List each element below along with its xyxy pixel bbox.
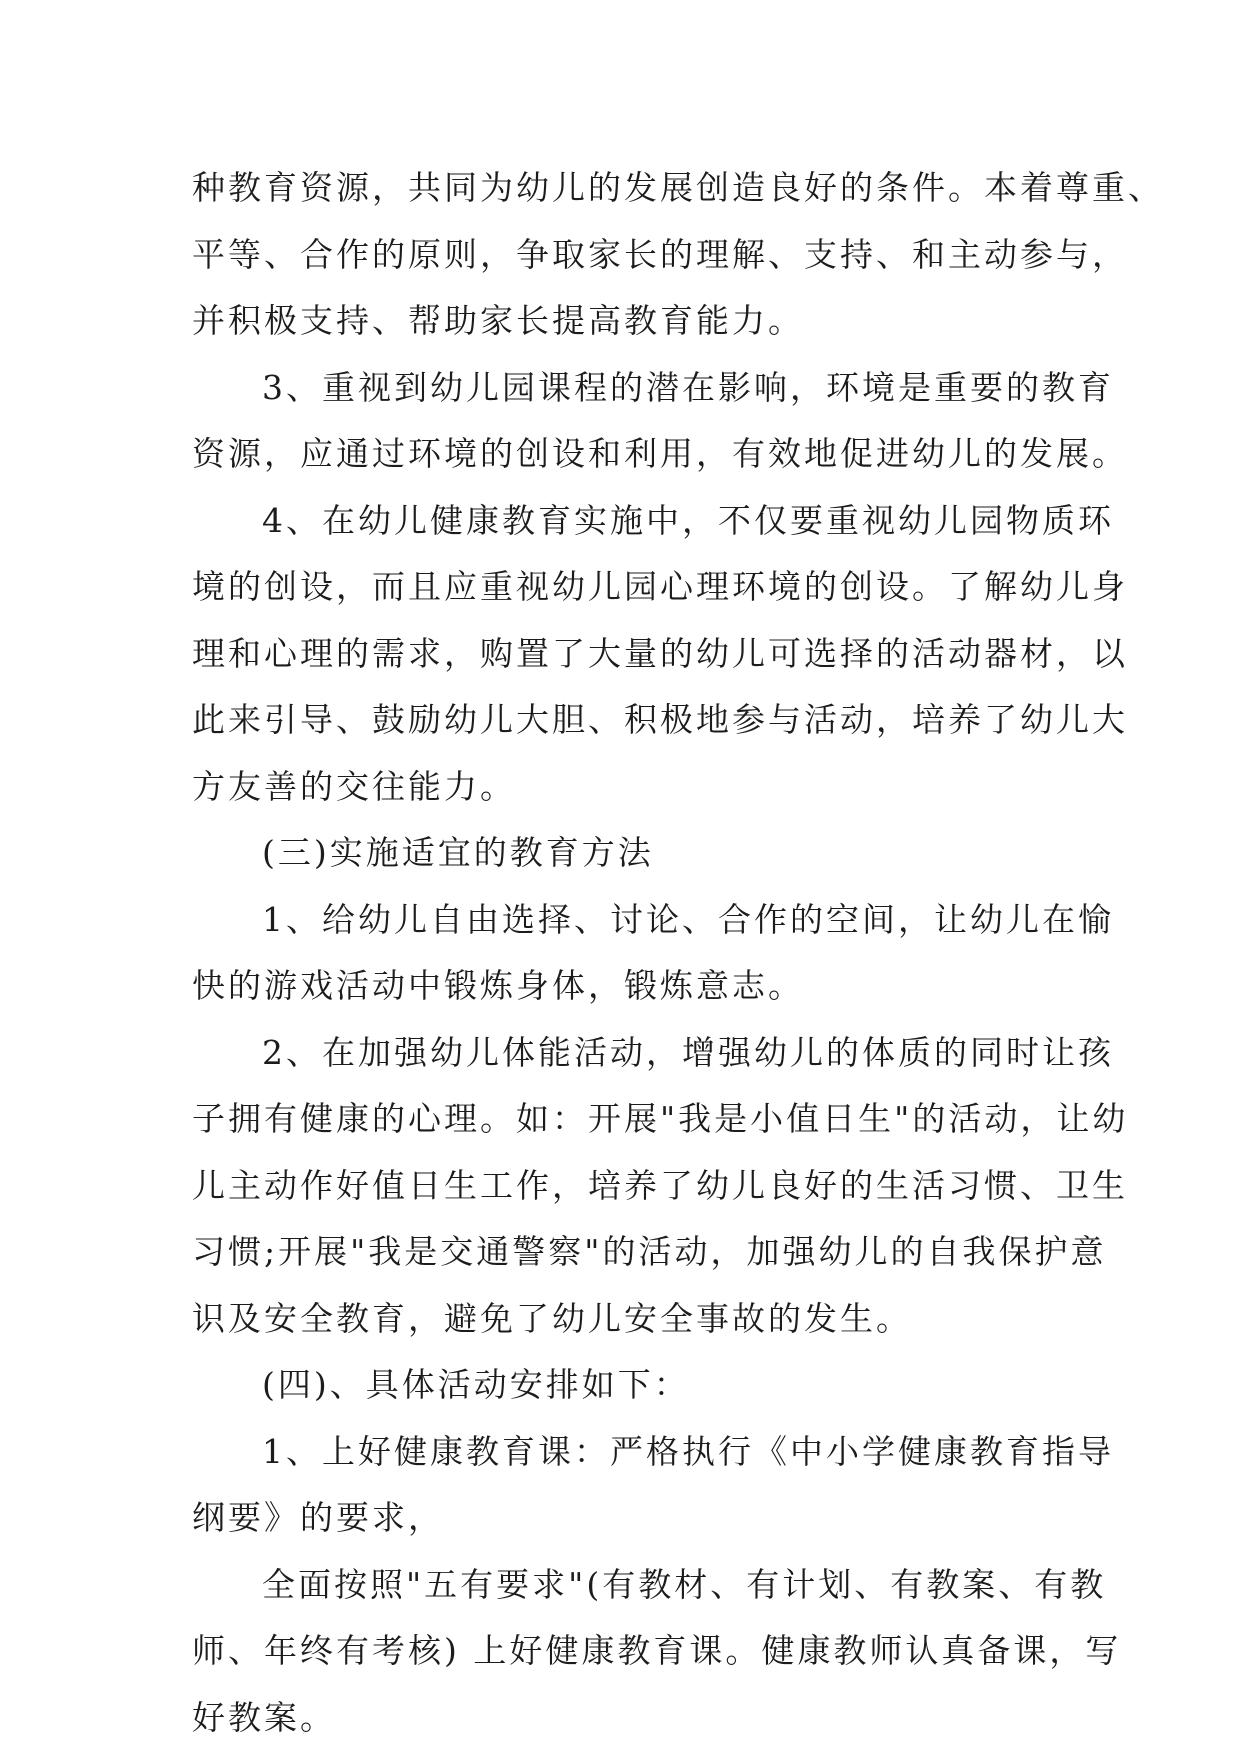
text-line: 纲要》的要求， <box>192 1498 444 1537</box>
text-line: 此来引导、鼓励幼儿大胆、积极地参与活动，培养了幼儿大 <box>192 700 1128 739</box>
text-line: 1、上好健康教育课：严格执行《中小学健康教育指导 <box>262 1431 1114 1471</box>
text-line: 资源，应通过环境的创设和利用，有效地促进幼儿的发展。 <box>192 434 1128 473</box>
text-line: 境的创设，而且应重视幼儿园心理环境的创设。了解幼儿身 <box>192 567 1128 606</box>
text-line: 并积极支持、帮助家长提高教育能力。 <box>192 301 804 340</box>
text-line: 习惯;开展"我是交通警察"的活动，加强幼儿的自我保护意 <box>192 1232 1107 1271</box>
text-line: 快的游戏活动中锻炼身体，锻炼意志。 <box>192 966 804 1005</box>
body-text <box>192 155 1164 1751</box>
text-line: (四)、具体活动安排如下： <box>262 1365 690 1404</box>
text-line: 子拥有健康的心理。如：开展"我是小值日生"的活动，让幼 <box>192 1099 1129 1138</box>
text-line: 2、在加强幼儿体能活动，增强幼儿的体质的同时让孩 <box>262 1032 1114 1072</box>
text-line: 种教育资源，共同为幼儿的发展创造良好的条件。本着尊重、 <box>192 168 1164 207</box>
text-line: 儿主动作好值日生工作，培养了幼儿良好的生活习惯、卫生 <box>192 1165 1128 1205</box>
text-line: 4、在幼儿健康教育实施中，不仅要重视幼儿园物质环 <box>262 500 1114 540</box>
text-line: 1、给幼儿自由选择、讨论、合作的空间，让幼儿在愉 <box>262 899 1114 939</box>
text-line: 师、年终有考核) 上好健康教育课。健康教师认真备课，写 <box>192 1631 1122 1670</box>
text-line: 3、重视到幼儿园课程的潜在影响，环境是重要的教育 <box>262 367 1114 407</box>
text-line: 方友善的交往能力。 <box>192 766 516 806</box>
text-line: 理和心理的需求，购置了大量的幼儿可选择的活动器材，以 <box>192 633 1128 673</box>
text-line: 全面按照"五有要求"(有教材、有计划、有教案、有教 <box>262 1564 1107 1604</box>
text-line: 识及安全教育，避免了幼儿安全事故的发生。 <box>192 1298 912 1338</box>
text-line: (三)实施适宜的教育方法 <box>262 833 654 872</box>
text-line: 平等、合作的原则，争取家长的理解、支持、和主动参与， <box>192 234 1128 274</box>
text-line: 好教案。 <box>192 1697 336 1737</box>
